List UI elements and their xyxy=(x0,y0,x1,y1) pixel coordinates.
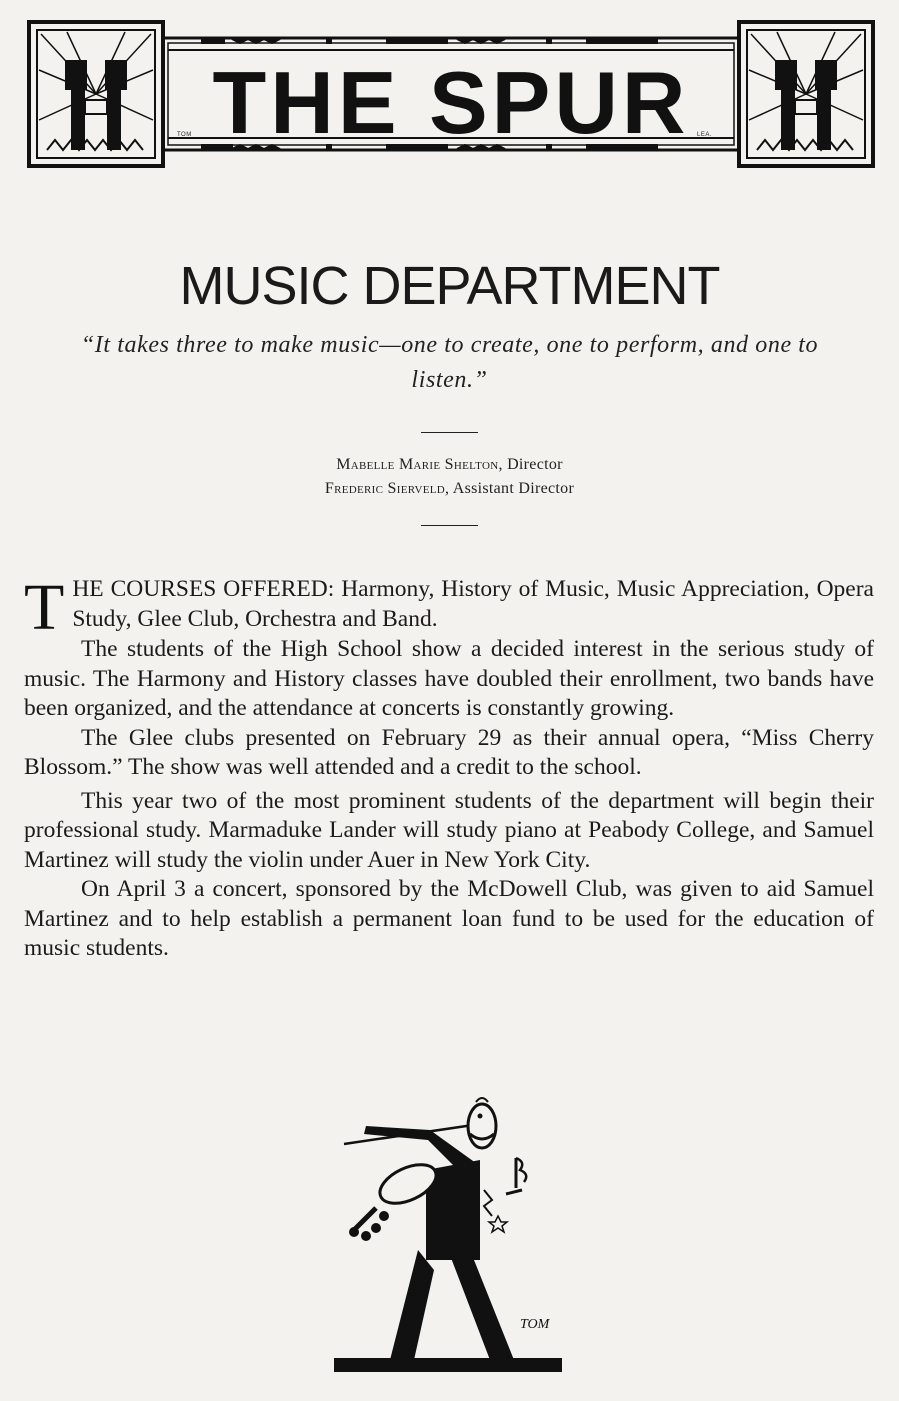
paragraph-text: HE COURSES OFFERED: Harmony, History of Music, Music Appreciation, Opera Study, Glee Club, Orchestra and Band. xyxy=(72,576,874,632)
staff-role: , Director xyxy=(498,456,563,473)
article-body xyxy=(24,571,874,964)
staff-name: Frederic Sierveld xyxy=(324,480,446,497)
paragraph-students: This year two of the most prominent students of the department will begin their professional study. Marmaduke Lander will study piano at Peabody College, and Samuel Martinez will study the violin under Auer in New York City. xyxy=(24,787,874,873)
divider-bottom xyxy=(421,525,478,526)
masthead-title: THE SPUR xyxy=(212,53,690,152)
illustration-signature: TOM xyxy=(520,1317,550,1332)
staff-line-director xyxy=(0,456,899,474)
paragraph-courses xyxy=(24,571,874,644)
artist-signature-left: TOM xyxy=(177,132,192,138)
staff-name: Mabelle Marie Shelton xyxy=(336,456,499,473)
paragraph-glee-clubs: The Glee clubs presented on February 29 as their annual opera, “Miss Cherry Blossom.” The show was well attended and a credit to the school. xyxy=(24,724,874,780)
artist-signature-right: LEA. xyxy=(697,132,713,138)
staff-line-assistant xyxy=(0,480,899,498)
divider-top xyxy=(421,432,478,433)
drop-cap: T xyxy=(24,571,65,644)
paragraph-concert: On April 3 a concert, sponsored by the McDowell Club, was given to aid Samuel Martinez and to help establish a permanent loan fund to be used for the education of music students. xyxy=(24,876,874,961)
paragraph-interest: The students of the High School show a decided interest in the serious study of music. The Harmony and History classes have doubled their enrollment, two bands have been organized, and the attendance at concerts is constantly growing. xyxy=(24,636,874,721)
staff-role: , Assistant Director xyxy=(445,480,575,497)
page-title: MUSIC DEPARTMENT xyxy=(179,256,720,316)
masthead-banner xyxy=(27,20,875,168)
epigraph-quote: “It takes three to make music—one to create, one to perform, and one to listen.” xyxy=(80,332,819,393)
left-panel xyxy=(29,22,163,166)
violinist-illustration xyxy=(330,1090,570,1380)
right-panel xyxy=(739,22,873,166)
